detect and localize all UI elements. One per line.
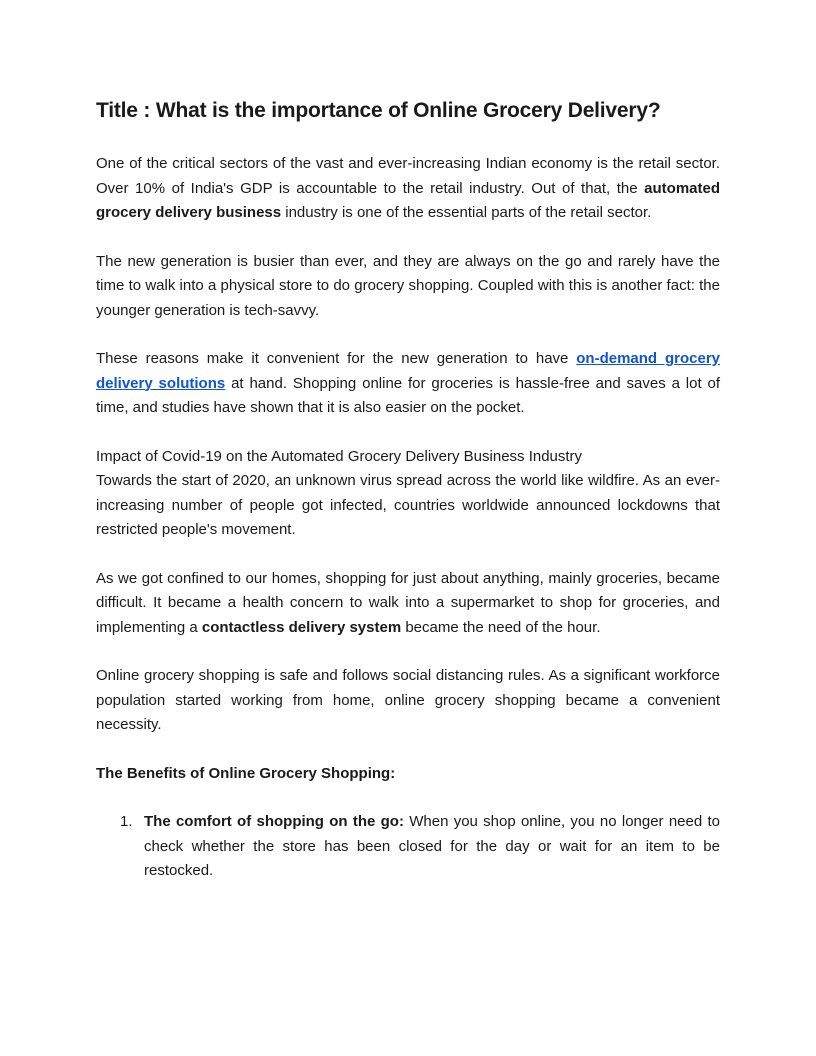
benefits-heading: The Benefits of Online Grocery Shopping: (96, 764, 396, 782)
benefits-list (96, 810, 720, 884)
covid-heading: Impact of Covid-19 on the Automated Grocery Delivery Business Industry (96, 447, 583, 465)
paragraph-text: As we got confined to our homes, shopping for just about anything, mainly groceries, became difficult. It became a health concern to walk into a supermarket to shop for groceries, and implementing a (96, 569, 720, 636)
paragraph-reasons (96, 347, 720, 421)
paragraph-safe-shopping: Online grocery shopping is safe and follows social distancing rules. As a significant workforce population started working from home, online grocery shopping became a convenient necessity. (96, 667, 720, 733)
bold-phrase-automated-grocery: automated grocery delivery business (96, 179, 720, 221)
paragraph-text: industry is one of the essential parts of the retail sector. (281, 204, 652, 221)
paragraph-text: One of the critical sectors of the vast and ever-increasing Indian economy is the retail sector. Over 10% of India's GDP is accountable to the retail industry. Out of that, the (96, 155, 720, 197)
bold-phrase-contactless-delivery: contactless delivery system (201, 618, 402, 636)
paragraph-new-generation: The new generation is busier than ever, and they are always on the go and rarely have the time to walk into a physical store to do grocery shopping. Coupled with this is another fact: the younger generation is tech-savvy. (96, 252, 720, 319)
on-demand-grocery-link[interactable]: on-demand grocery delivery solutions (96, 350, 721, 392)
list-item-bold-lead: The comfort of shopping on the go: (144, 813, 404, 830)
paragraph-text: These reasons make it convenient for the new generation to have (96, 350, 577, 367)
paragraph-text: at hand. Shopping online for groceries is hassle-free and saves a lot of time, and studies have shown that it is also easier on the pocket. (96, 374, 720, 416)
list-item-text: When you shop online, you no longer need to check whether the store has been closed for the day or wait for an item to be restocked. (144, 813, 720, 879)
list-item (96, 810, 720, 884)
page-title: Title : What is the importance of Online Grocery Delivery? (96, 99, 661, 122)
paragraph-retail-sector (96, 152, 720, 226)
paragraph-confined-homes (96, 567, 720, 641)
paragraph-covid-start: Towards the start of 2020, an unknown virus spread across the world like wildfire. As an ever-increasing number of people got infected, countries worldwide announced lockdowns that restricted people's movement. (96, 472, 720, 538)
list-item-number: 1. (120, 813, 133, 830)
paragraph-text: became the need of the hour. (401, 618, 601, 636)
document-page (96, 96, 720, 884)
